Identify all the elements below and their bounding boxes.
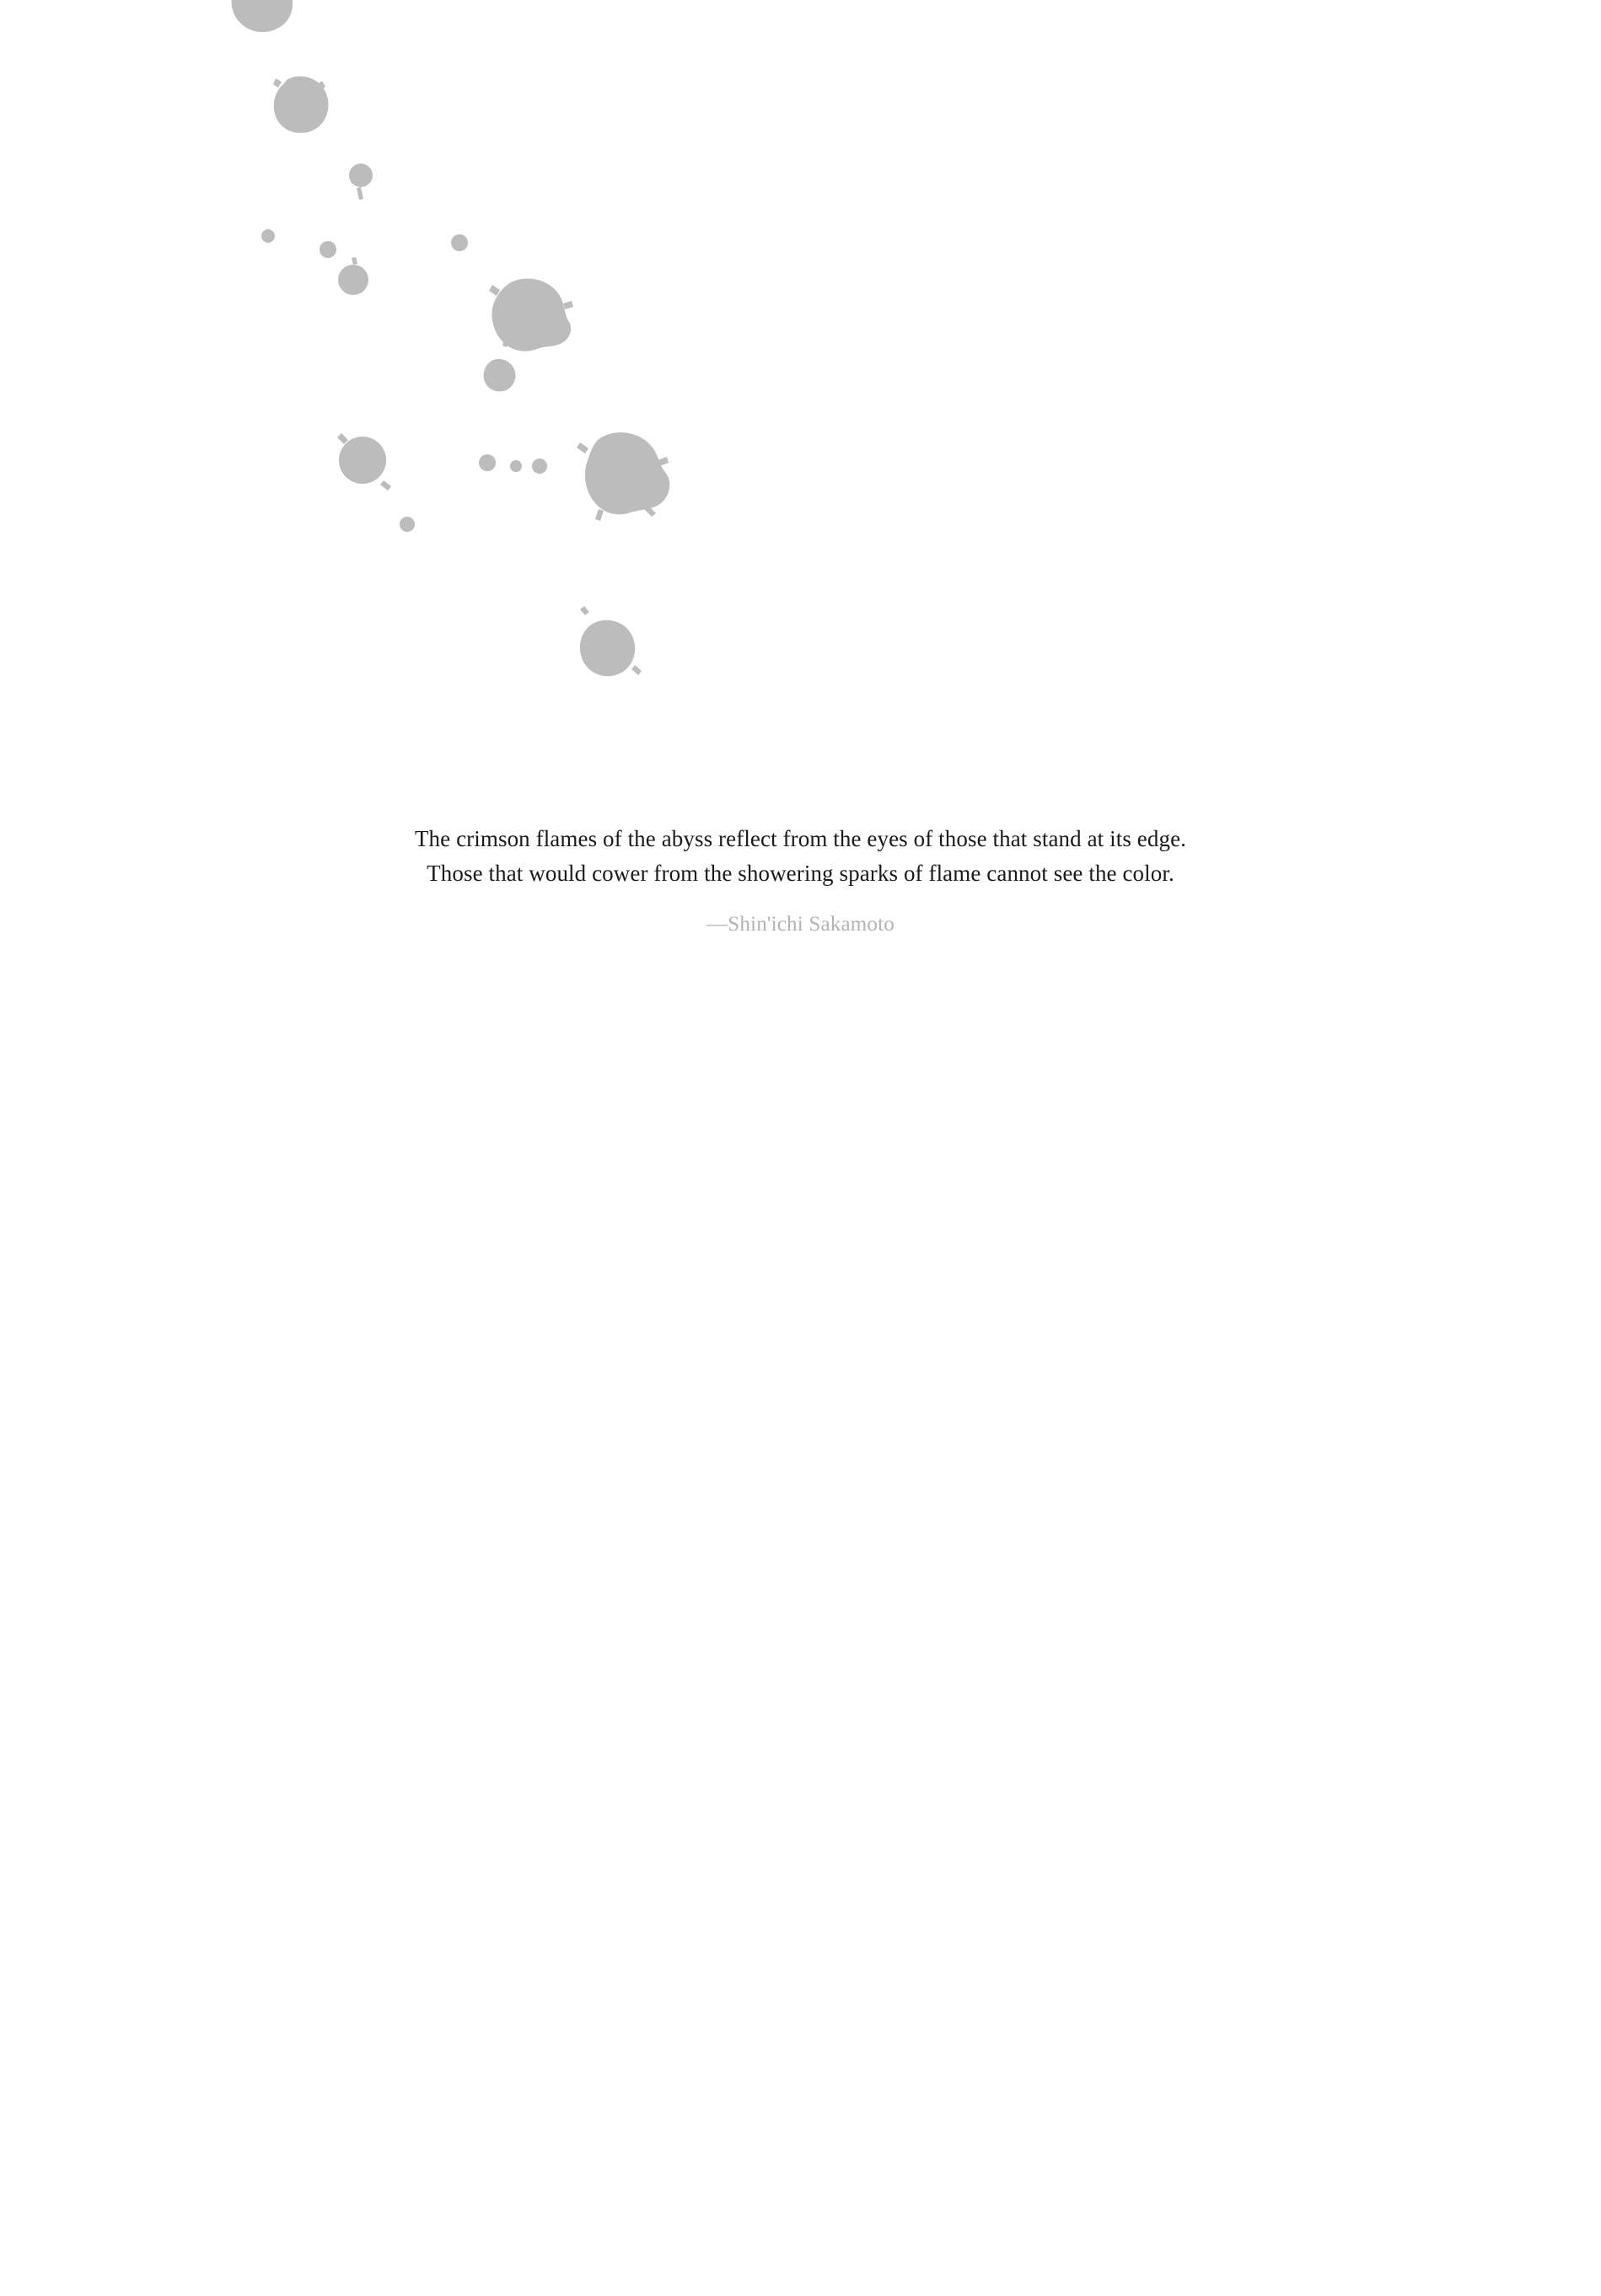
epigraph-line-1: The crimson flames of the abyss reflect from the eyes of those that stand at its edge. — [414, 826, 1187, 851]
ink-splatter-decoration — [0, 0, 1601, 759]
epigraph-line-2: Those that would cower from the showering sparks of flame cannot see the color. — [427, 861, 1174, 887]
epigraph-attribution: —Shin'ichi Sakamoto — [706, 913, 895, 936]
epigraph-block — [0, 822, 1601, 936]
